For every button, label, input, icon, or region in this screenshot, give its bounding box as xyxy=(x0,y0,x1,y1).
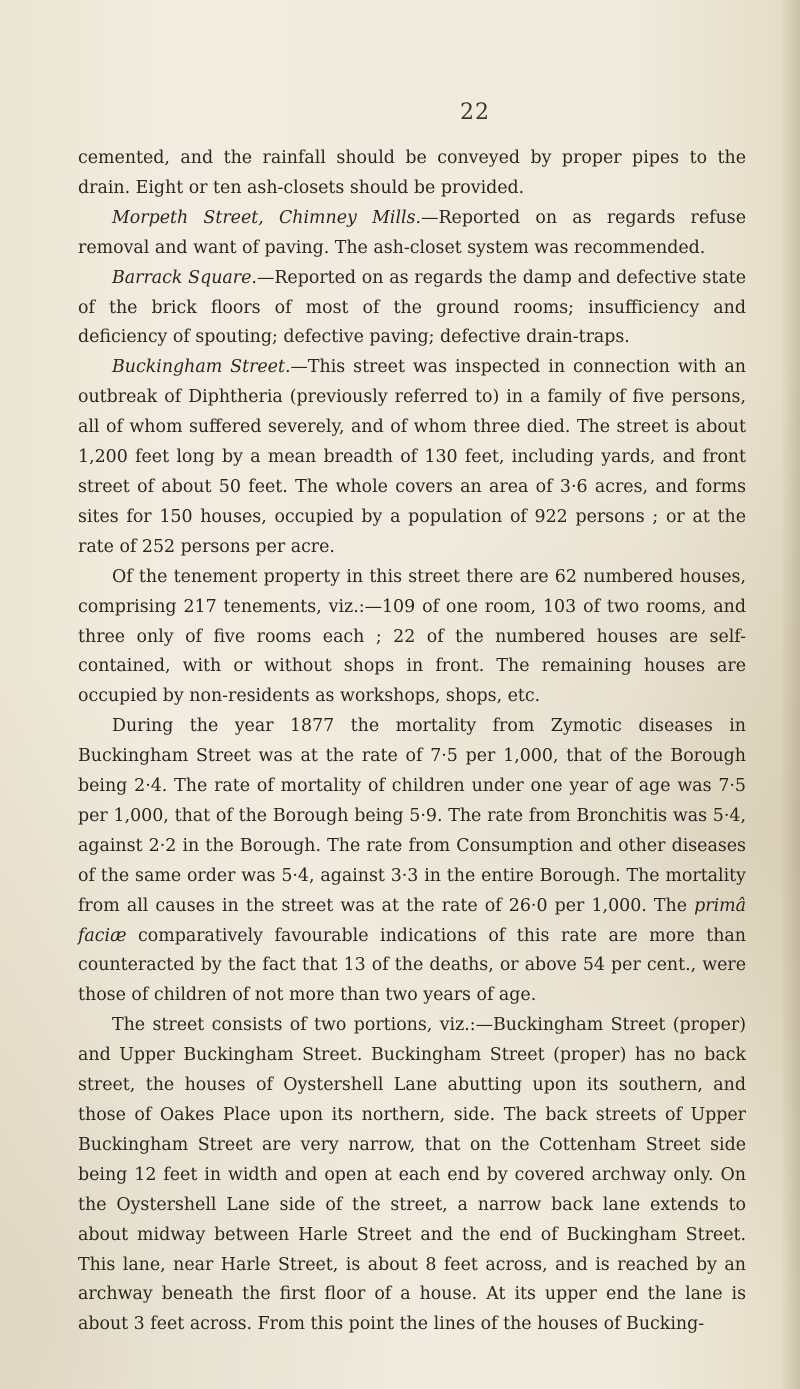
paragraph-heading: primâ faciæ xyxy=(78,895,746,946)
paragraph-text: Of the tenement property in this street there are 62 numbered houses, comprising 217 tenements, viz.:—109 of one room, 103 of two rooms, and three only of five rooms each ; 22 of the numbered houses are self-contained, with or without shops in front. The remaining houses are occupied by non-residents as workshops, shops, etc. xyxy=(78,566,746,707)
paragraph-morpeth-street xyxy=(78,204,746,264)
paragraph-tenement-property xyxy=(78,563,746,713)
paragraph-heading: Buckingham Street. xyxy=(112,357,291,378)
paragraph-text: cemented, and the rainfall should be conveyed by proper pipes to the drain. Eight or ten ash-closets should be provided. xyxy=(78,148,746,198)
paragraph-street-portions xyxy=(78,1011,746,1340)
paragraph-barrack-square xyxy=(78,264,746,354)
body-text xyxy=(78,144,746,1340)
page-edge-shadow xyxy=(780,0,800,1389)
page-number: 22 xyxy=(460,100,490,125)
paragraph-text: —Reported on as regards the damp and defective state of the brick floors of most of the ground rooms; insufficiency and deficiency of spouting; defective paving; defective drain-traps. xyxy=(78,267,746,348)
paragraph-heading: Barrack Square. xyxy=(112,267,257,288)
paragraph-text: During the year 1877 the mortality from Zymotic diseases in Buckingham Street was at the rate of 7·5 per 1,000, that of the Borough being 2·4. The rate of mortality of children under one year of age was 7·5 per 1,000, that of the Borough being 5·9. The rate from Bronchitis was 5·4, against 2·2 in the Borough. The rate from Consumption and other diseases of the same order was 5·4, against 3·3 in the entire Borough. The mortality from all causes in the street was at the rate of 26·0 per 1,000. The xyxy=(78,716,746,916)
paragraph-intro xyxy=(78,144,746,204)
paragraph-text: —This street was inspected in connection with an outbreak of Diphtheria (previously referred to) in a family of five persons, all of whom suffered severely, and of whom three died. The street is about 1,200 feet long by a mean breadth of 130 feet, including yards, and front street of about 50 feet. The whole covers an area of 3·6 acres, and forms sites for 150 houses, occupied by a population of 922 persons ; or at the rate of 252 persons per acre. xyxy=(78,357,746,557)
paragraph-text: The street consists of two portions, viz.:—Buckingham Street (proper) and Upper Buckingham Street. Buckingham Street (proper) has no back street, the houses of Oystershell Lane abutting upon its southern, and those of Oakes Place upon its northern, side. The back streets of Upper Buckingham Street are very narrow, that on the Cottenham Street side being 12 feet in width and open at each end by covered archway only. On the Oystershell Lane side of the street, a narrow back lane extends to about midway between Harle Street and the end of Buckingham Street. This lane, near Harle Street, is about 8 feet across, and is reached by an archway beneath the first floor of a house. At its upper end the lane is about 3 feet across. From this point the lines of the houses of Bucking- xyxy=(78,1015,746,1335)
paragraph-mortality xyxy=(78,712,746,1011)
paragraph-text: comparatively favourable indications of this rate are more than counteracted by the fact that 13 of the deaths, or above 54 per cent., were those of children of not more than two years of age. xyxy=(78,925,746,1006)
paragraph-buckingham-street xyxy=(78,353,746,562)
paragraph-heading: Morpeth Street, Chimney Mills. xyxy=(112,207,422,228)
paragraph-text: —Reported on as regards refuse removal and want of paving. The ash-closet system was recommended. xyxy=(78,207,746,258)
